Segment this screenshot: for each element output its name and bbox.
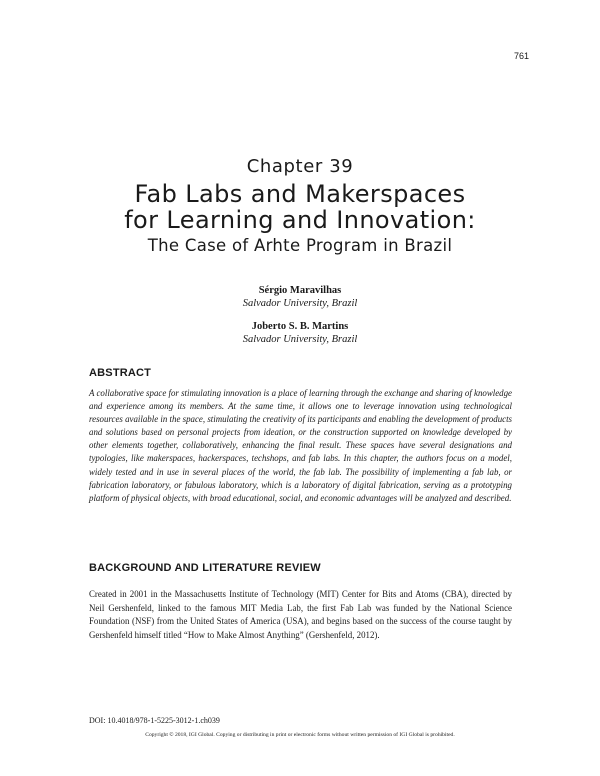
background-text: Created in 2001 in the Massachusetts Institute of Technology (MIT) Center for Bits and Atoms (CBA), directed by Neil Gershenfeld, linked to the famous MIT Media Lab, the first Fab Lab was funded by the National Science Foundation (NSF) from the United States of America (USA), and begins based on the success of the course taught by Gershenfeld himself titled “How to Make Almost Anything” (Gershenfeld, 2012).	[89, 589, 512, 640]
author-block-1	[0, 284, 600, 310]
chapter-title-line-2: for Learning and Innovation:	[124, 206, 476, 234]
page-number: 761	[513, 51, 529, 61]
doi-line: DOI: 10.4018/978-1-5225-3012-1.ch039	[89, 716, 220, 725]
author-name: Sérgio Maravilhas	[258, 285, 342, 296]
chapter-label: Chapter 39	[246, 156, 354, 177]
abstract-heading: ABSTRACT	[89, 367, 152, 379]
author-block-2	[0, 320, 600, 346]
copyright-notice: Copyright © 2018, IGI Global. Copying or distributing in print or electronic forms without written permission of IGI Global is prohibited.	[145, 732, 455, 738]
author-name: Joberto S. B. Martins	[251, 321, 349, 332]
abstract-text: A collaborative space for stimulating innovation is a place of learning through the exchange and sharing of knowledge and experience among its members. At the same time, it allows one to leverage innovation using technological resources available in the space, stimulating the creativity of its participants and enabling the development of products and solutions based on personal projects from ideation, or the construction supported on knowledge developed by other elements together, collaboratively, enhancing the final result. These spaces have several designations and typologies, like makerspaces, hackerspaces, techshops, and fab labs. In this chapter, the authors focus on a model, widely tested and in use in several places of the world, the fab lab. The possibility of implementing a fab lab, or fabrication laboratory, or fabulous laboratory, which is a laboratory of digital fabrication, serving as a prototyping platform of physical objects, with broad educational, social, and economic advantages will be analyzed and described.	[89, 388, 512, 503]
chapter-title-line-1: Fab Labs and Makerspaces	[134, 180, 466, 208]
chapter-subtitle: The Case of Arhte Program in Brazil	[147, 236, 453, 255]
author-affiliation: Salvador University, Brazil	[242, 334, 358, 345]
author-affiliation: Salvador University, Brazil	[242, 298, 358, 309]
background-heading: BACKGROUND AND LITERATURE REVIEW	[89, 562, 321, 574]
